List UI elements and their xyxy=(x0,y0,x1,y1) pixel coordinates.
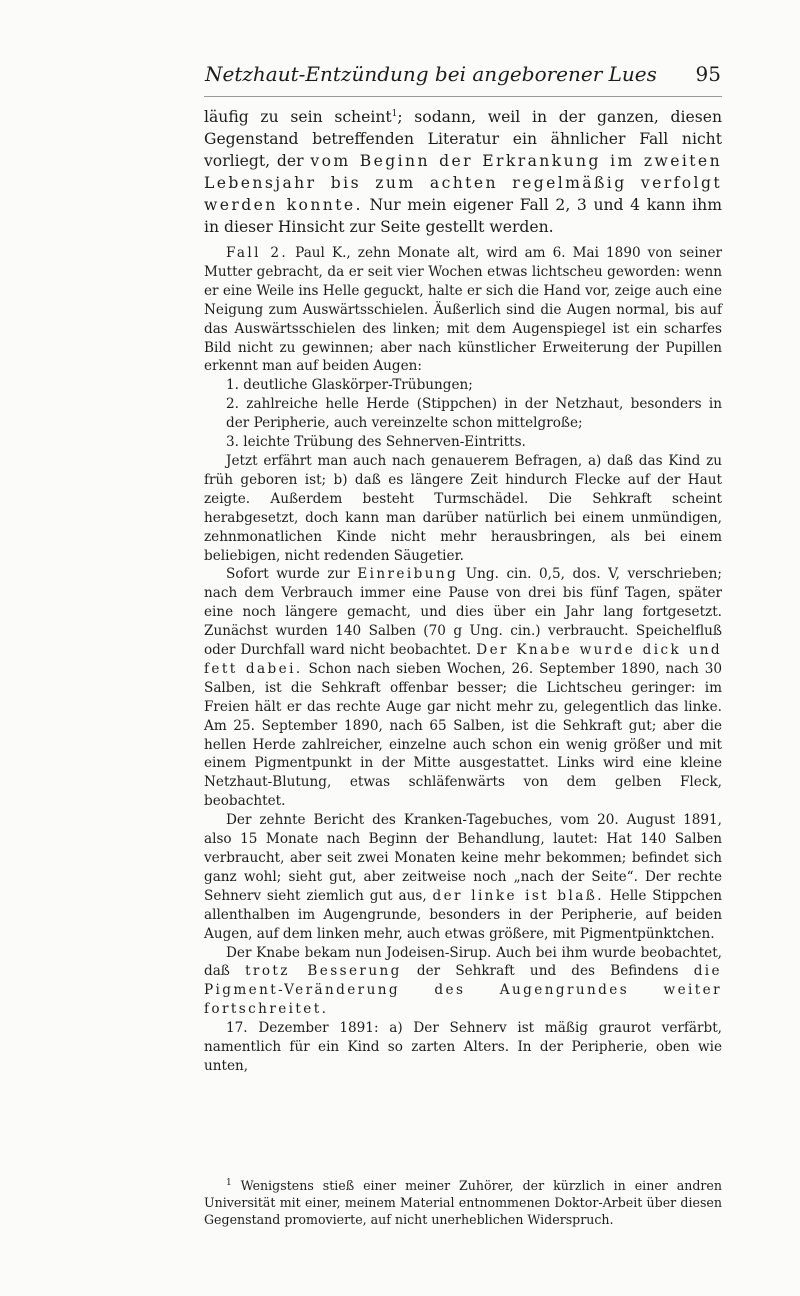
finding-item-1: 1. deutliche Glaskörper-Trübungen; xyxy=(226,377,473,394)
treatment-emphasis-2: Der Knabe wurde dick und fett dabei. xyxy=(204,642,723,677)
footnote xyxy=(204,1177,722,1228)
footnote-text: Wenigstens stieß einer meiner Zuhörer, der kürzlich in einer andren Universität mit einer, meinem Material entnommenen Doktor-Arbeit über diesen Gegenstand promovierte, auf nicht unerheblichen Widerspruch. xyxy=(204,1178,722,1227)
finding-item-3: 3. leichte Trübung des Sehnerven-Eintritts. xyxy=(226,434,526,451)
lead-text-4: Nur mein eigener Fall 2, 3 und 4 kann ihm in dieser Hinsicht zur Seite gestellt werden. xyxy=(204,196,722,236)
lead-text-2: ; sodann, weil in der ganzen, diesen Gegenstand betreffenden Literatur ein ähnlicher Fall nicht vorliegt, der xyxy=(204,108,722,170)
case-intro-text: Paul K., zehn Monate alt, wird am 6. Mai 1890 von seiner Mutter gebracht, da er seit vier Wochen etwas lichtscheu geworden: wenn er eine Weile ins Helle geguckt, halte er sich die Hand vor, zeige auch eine Neigung zum Auswärtsschielen. Äußerlich sind die Augen normal, bis auf das Auswärtsschielen des linken; mit dem Augenspiegel ist ein scharfes Bild nicht zu gewinnen; aber nach künstlicher Erweiterung der Pupillen erkennt man auf beiden Augen: xyxy=(204,245,722,375)
treatment-text-e: Schon nach sieben Wochen, 26. September 1890, nach 30 Salben, ist die Sehkraft offenbar besser; die Lichtscheu geringer: im Freien hält er das rechte Auge gar nicht mehr zu, gelegentlich das linke. Am 25. September 1890, nach 65 Salben, ist die Sehkraft gut; aber die hellen Herde zahlreicher, einzelne auch schon ein wenig größer und mit einem Pigmentpunkt in der Mitte ausgestattet. Links wird eine kleine Netzhaut-Blutung, etwas schläfenwärts von dem gelben Fleck, beobachtet. xyxy=(204,660,722,810)
progress-emphasis-2: die Pigment-Veränderung des Augengrundes weiter fortschreitet. xyxy=(204,963,722,1018)
progress-paragraph xyxy=(204,944,722,1020)
lead-paragraph xyxy=(204,106,722,238)
footnote-area xyxy=(204,1177,722,1228)
report-emphasis: der linke ist blaß. xyxy=(432,887,604,904)
running-title: Netzhaut-Entzündung bei angeborener Lues xyxy=(205,62,657,86)
case-intro-paragraph xyxy=(204,244,722,376)
lead-spaced-emphasis: vom Beginn der Erkrankung im zweiten Lebensjahr bis zum achten regelmäßig verfolgt werden konnte. xyxy=(204,152,723,214)
lead-text-1: läufig zu sein scheint xyxy=(204,108,392,126)
page-number: 95 xyxy=(695,62,721,86)
header-rule xyxy=(204,96,722,97)
december-paragraph: 17. Dezember 1891: a) Der Sehnerv ist mäßig graurot verfärbt, namentlich für ein Kind so zarten Alters. In der Peripherie, oben wie unten, xyxy=(204,1020,722,1074)
history-paragraph: Jetzt erfährt man auch nach genauerem Befragen, a) daß das Kind zu früh geboren ist; b) daß es längere Zeit hindurch Flecke auf der Haut zeigte. Außerdem besteht Turmschädel. Die Sehkraft scheint herabgesetzt, doch kann man darüber natürlich bei einem unmündigen, zehnmonatlichen Kinde nicht mehr herausbringen, als bei einem beliebigen, nicht redenden Säugetier. xyxy=(204,452,722,564)
page-body xyxy=(204,106,722,1076)
treatment-text-a: Sofort wurde zur xyxy=(226,566,358,583)
footnote-reference: 1 xyxy=(391,108,398,119)
report-text-c: Helle Stippchen allenthalben im Augengrunde, besonders in der Peripherie, auf beiden Augen, auf dem linken mehr, auch etwas größere, mit Pigmentpünktchen. xyxy=(204,887,722,942)
case-label: Fall 2. xyxy=(226,245,289,261)
treatment-paragraph xyxy=(204,565,722,811)
progress-text-c: der Sehkraft und des Befindens xyxy=(401,963,694,980)
report-text-a: Der zehnte Bericht des Kranken-Tagebuches, vom 20. August 1891, also 15 Monate nach Beginn der Behandlung, lautet: Hat 140 Salben verbraucht, aber seit zwei Monaten keine mehr bekommen; befindet sich ganz wohl; sieht gut, aber zeitweise noch „nach der Seite“. Der rechte Sehnerv sieht ziemlich gut aus, xyxy=(204,812,722,904)
running-header xyxy=(205,60,721,88)
finding-item-2: 2. zahlreiche helle Herde (Stippchen) in der Netzhaut, besonders in der Peripherie, auch vereinzelte schon mittelgroße; xyxy=(226,396,722,432)
treatment-emphasis-1: Einreibung xyxy=(357,566,459,583)
footnote-marker: 1 xyxy=(226,1177,232,1188)
treatment-text-c: Ung. cin. 0,5, dos. V, verschrieben; nach dem Verbrauch immer eine Pause von drei bis fünf Tagen, später eine noch längere gemacht, und dies über ein Jahr lang fortgesetzt. Zunächst wurden 140 Salben (70 g Ung. cin.) verbraucht. Speichelfluß oder Durchfall ward nicht beobachtet. xyxy=(204,566,723,659)
progress-emphasis-1: trotz Besserung xyxy=(245,963,402,980)
progress-text-a: Der Knabe bekam nun Jodeisen-Sirup. Auch bei ihm wurde beobachtet, daß xyxy=(204,944,722,980)
report-paragraph xyxy=(204,811,722,943)
